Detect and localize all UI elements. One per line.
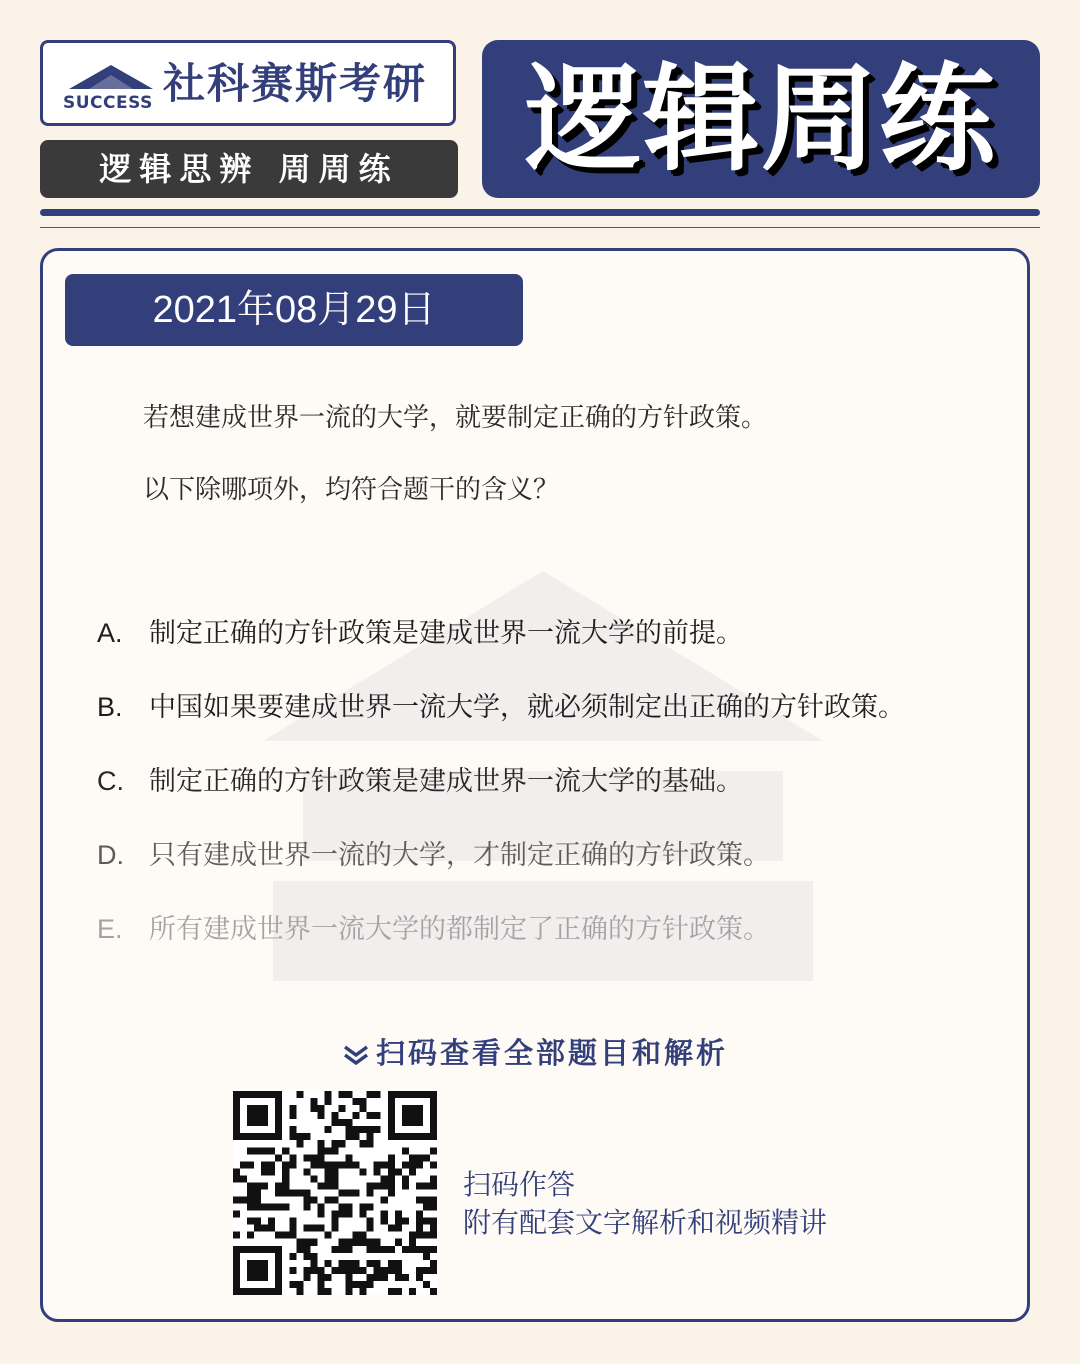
option-e[interactable] xyxy=(97,907,770,946)
question-stem: 若想建成世界一流的大学，就要制定正确的方针政策。 xyxy=(143,403,768,433)
option-text: 中国如果要建成世界一流大学，就必须制定出正确的方针政策。 xyxy=(149,692,905,723)
option-text: 制定正确的方针政策是建成世界一流大学的基础。 xyxy=(149,766,743,797)
option-text: 所有建成世界一流大学的都制定了正确的方针政策。 xyxy=(149,914,770,945)
cta-label: 扫码查看全部题目和解析 xyxy=(375,1036,728,1070)
hero-title: 逻辑周练 xyxy=(525,51,997,187)
success-logo-icon xyxy=(63,63,159,95)
option-text: 只有建成世界一流的大学，才制定正确的方针政策。 xyxy=(149,840,770,871)
option-c[interactable] xyxy=(97,759,743,798)
date-pill: 2021年08月29日 xyxy=(65,274,523,346)
option-letter: E. xyxy=(97,914,123,944)
cta-text[interactable] xyxy=(43,1031,1027,1072)
divider-thick xyxy=(40,209,1040,216)
qr-text-line2: 附有配套文字解析和视频精讲 xyxy=(463,1206,828,1239)
option-letter: B. xyxy=(97,692,123,722)
hero-banner xyxy=(482,40,1040,198)
qr-code[interactable] xyxy=(233,1091,437,1295)
qr-text-line1: 扫码作答 xyxy=(463,1168,576,1201)
option-b[interactable] xyxy=(97,685,905,724)
option-letter: A. xyxy=(97,618,123,648)
chevron-double-down-icon xyxy=(342,1043,370,1067)
question-prompt: 以下除哪项外，均符合题干的含义？ xyxy=(143,475,560,505)
logo-box xyxy=(40,40,456,126)
logo-word: SUCCESS xyxy=(63,93,153,113)
option-text: 制定正确的方针政策是建成世界一流大学的前提。 xyxy=(149,618,743,649)
question-card xyxy=(40,248,1030,1322)
option-letter: C. xyxy=(97,766,124,796)
logo-name: 社科赛斯考研 xyxy=(163,59,428,108)
option-d[interactable] xyxy=(97,833,770,872)
option-a[interactable] xyxy=(97,611,743,650)
option-letter: D. xyxy=(97,840,124,870)
subtitle-bar: 逻辑思辨 周周练 xyxy=(40,140,458,198)
divider-thin xyxy=(40,227,1040,228)
